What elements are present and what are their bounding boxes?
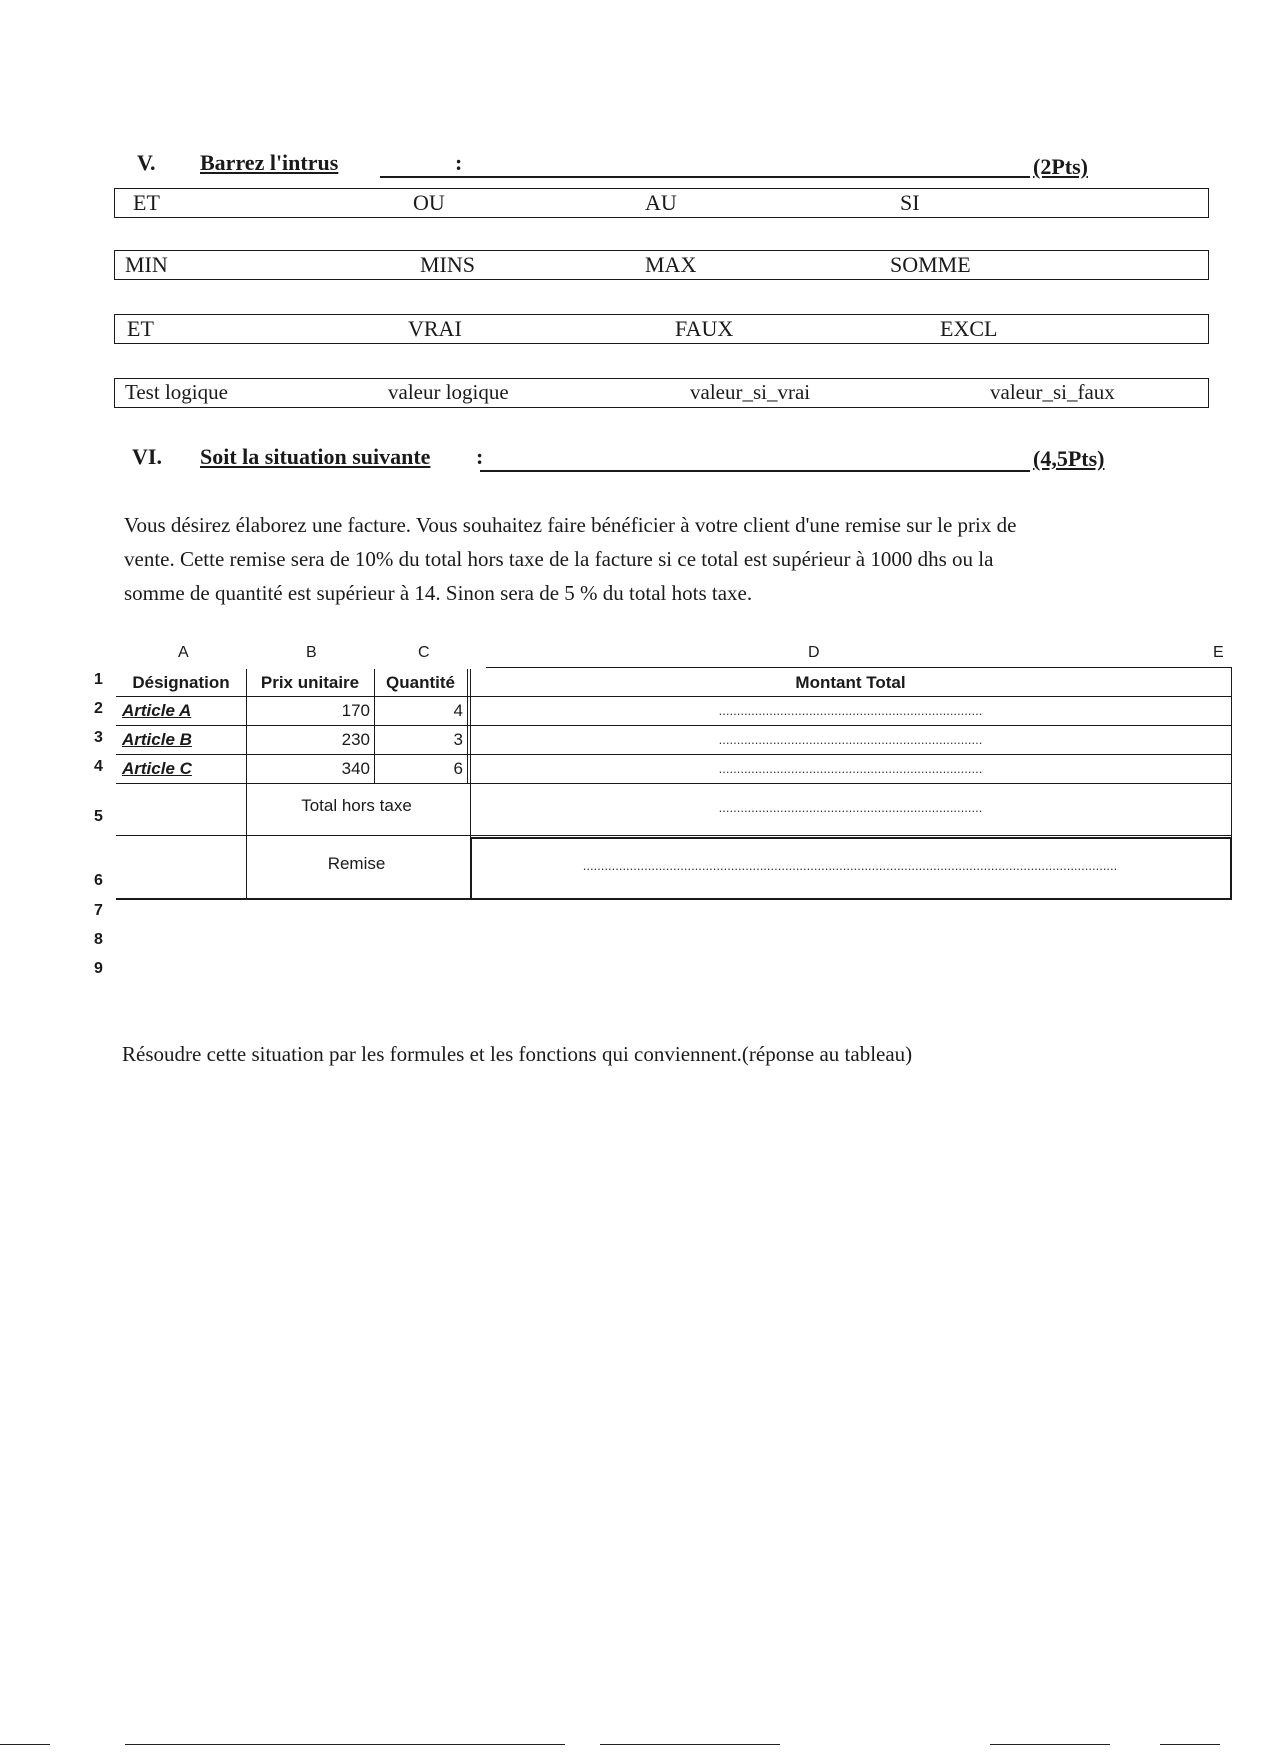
intrus-word[interactable]: SOMME — [890, 252, 971, 277]
column-letter: B — [306, 644, 317, 661]
article-total-cell[interactable] — [470, 761, 1231, 781]
column-letter: C — [418, 644, 430, 661]
paragraph-line: somme de quantité est supérieur à 14. Sinon sera de 5 % du total hots taxe. — [124, 581, 753, 605]
section-v-rule — [380, 176, 1030, 178]
closing-instruction: Résoudre cette situation par les formules et les fonctions qui conviennent.(réponse au tableau) — [122, 1042, 913, 1066]
remise-cell[interactable] — [480, 858, 1220, 878]
section-v-number: V. — [137, 150, 156, 175]
section-vi-rule — [480, 470, 1030, 472]
header-prix-unitaire: Prix unitaire — [260, 673, 360, 692]
header-designation: Désignation — [132, 673, 230, 692]
remise-label: Remise — [327, 854, 386, 873]
article-name: Article C — [122, 759, 192, 778]
scan-line — [990, 1744, 1110, 1745]
grid-line — [116, 696, 1231, 697]
section-v-colon: : — [455, 150, 463, 175]
column-letter: D — [808, 644, 820, 661]
column-letter: A — [178, 644, 189, 661]
scan-line — [125, 1744, 565, 1745]
grid-line — [116, 725, 1231, 726]
row-number: 1 — [94, 671, 103, 688]
row-number: 9 — [94, 960, 103, 977]
article-price: 340 — [341, 759, 370, 778]
intrus-word[interactable]: valeur logique — [388, 380, 509, 404]
row-number: 3 — [94, 729, 103, 746]
row-number: 6 — [94, 872, 103, 889]
grid-line — [116, 754, 1231, 755]
situation-paragraph — [124, 508, 1214, 610]
article-total-cell[interactable] — [470, 703, 1231, 723]
section-v-points: (2Pts) — [1033, 154, 1088, 179]
article-qty: 4 — [453, 701, 463, 720]
row-number: 2 — [94, 700, 103, 717]
answer-dots: ......................................................................... — [718, 800, 983, 815]
scan-line — [0, 1744, 50, 1745]
intrus-word[interactable]: MIN — [125, 252, 168, 277]
intrus-word[interactable]: valeur_si_faux — [990, 380, 1115, 404]
intrus-word[interactable]: valeur_si_vrai — [690, 380, 811, 404]
article-qty: 6 — [453, 759, 463, 778]
article-qty: 3 — [453, 730, 463, 749]
intrus-word[interactable]: MINS — [420, 252, 476, 277]
total-ht-cell[interactable] — [470, 800, 1231, 820]
article-price: 170 — [341, 701, 370, 720]
row-number: 4 — [94, 758, 103, 775]
intrus-row-2 — [114, 250, 1209, 280]
answer-dots: ......................................................................... — [718, 703, 983, 718]
intrus-row-1 — [114, 188, 1209, 218]
intrus-word[interactable]: ET — [133, 190, 160, 215]
section-vi-title: Soit la situation suivante — [200, 444, 431, 469]
row-number: 5 — [94, 808, 103, 825]
paragraph-line: Vous désirez élaborez une facture. Vous souhaitez faire bénéficier à votre client d'une remise sur le prix de — [124, 513, 1017, 537]
paragraph-line: vente. Cette remise sera de 10% du total hors taxe de la facture si ce total est supérieur à 1000 dhs ou la — [124, 547, 994, 571]
grid-line — [116, 835, 1231, 836]
intrus-row-4 — [114, 378, 1209, 408]
intrus-word[interactable]: FAUX — [675, 316, 734, 341]
total-ht-label: Total hors taxe — [301, 796, 412, 815]
answer-dots: ......................................................................... — [718, 761, 983, 776]
intrus-word[interactable]: OU — [413, 190, 445, 215]
article-name: Article A — [122, 701, 192, 720]
article-name: Article B — [122, 730, 192, 749]
grid-line — [486, 667, 1231, 668]
header-quantite: Quantité — [386, 673, 455, 692]
article-price: 230 — [341, 730, 370, 749]
grid-line — [467, 669, 468, 783]
scan-line — [1160, 1744, 1220, 1745]
section-v-title: Barrez l'intrus — [200, 150, 339, 175]
article-total-cell[interactable] — [470, 732, 1231, 752]
intrus-word[interactable]: ET — [127, 316, 154, 341]
intrus-row-3 — [114, 314, 1209, 344]
invoice-spreadsheet — [80, 640, 1240, 980]
intrus-word[interactable]: MAX — [645, 252, 697, 277]
section-vi-points: (4,5Pts) — [1033, 446, 1105, 471]
intrus-word[interactable]: SI — [900, 190, 920, 215]
answer-dots: ......................................................................... — [718, 732, 983, 747]
answer-dots: .................................................................................................................................................... — [582, 858, 1118, 873]
column-letter: E — [1213, 644, 1224, 661]
intrus-word[interactable]: AU — [645, 190, 677, 215]
section-vi-colon: : — [476, 444, 484, 469]
grid-line — [116, 783, 1231, 784]
section-vi-number: VI. — [132, 444, 162, 469]
header-montant-total: Montant Total — [795, 673, 906, 692]
row-number: 7 — [94, 902, 103, 919]
scan-line — [600, 1744, 780, 1745]
intrus-word[interactable]: VRAI — [408, 316, 462, 341]
intrus-word[interactable]: Test logique — [125, 380, 228, 404]
row-number: 8 — [94, 931, 103, 948]
intrus-word[interactable]: EXCL — [940, 316, 998, 341]
